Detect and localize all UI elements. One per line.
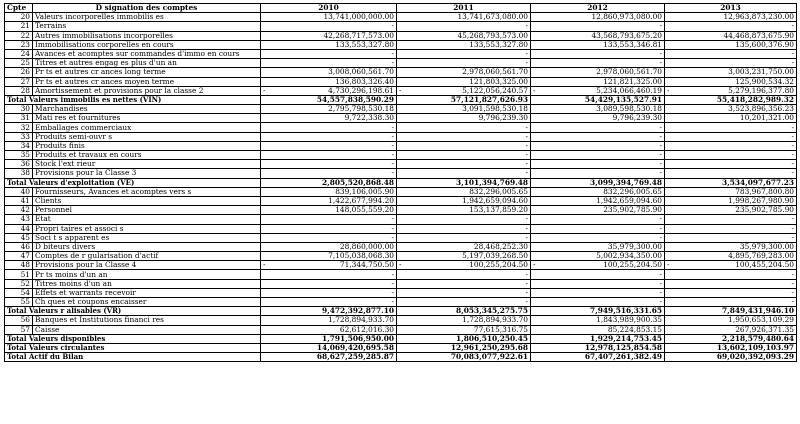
total-label: Total Valeurs r alisables (VR) (5, 307, 261, 316)
table-row (5, 123, 797, 132)
account-label: Etat (33, 215, 261, 224)
total-row (5, 334, 797, 343)
account-label: Terrains (33, 22, 261, 31)
account-label: Provisions pour la Classe 4 (33, 261, 261, 270)
amount-cell: 13,741,673,080.00 (397, 13, 531, 22)
amount-cell: - (261, 215, 397, 224)
amount-cell: - (531, 279, 665, 288)
amount-cell: 135,600,376.90 (665, 40, 797, 49)
total-label: Total Actif du Bilan (5, 353, 261, 362)
amount-cell: 133,553,327.80 (397, 40, 531, 49)
account-label: Pr ts moins d'un an (33, 270, 261, 279)
amount-value: 5,234,066,460.19 (596, 86, 662, 95)
header-code: Cpte (5, 4, 33, 13)
account-label: Pr ts et autres cr ances long terme (33, 68, 261, 77)
table-row (5, 22, 797, 31)
amount-cell: - (261, 160, 397, 169)
header-year-2012: 2012 (531, 4, 665, 13)
negative-amount-cell (665, 261, 797, 270)
account-code: 42 (5, 206, 33, 215)
table-row (5, 187, 797, 196)
amount-cell: 69,020,392,093.29 (665, 353, 797, 362)
account-code: 22 (5, 31, 33, 40)
table-row (5, 325, 797, 334)
account-code: 52 (5, 279, 33, 288)
table-row (5, 31, 797, 40)
amount-cell: - (261, 132, 397, 141)
amount-cell: 54,557,838,590.29 (261, 95, 397, 104)
total-row (5, 343, 797, 352)
account-label: Soci t s apparent es (33, 233, 261, 242)
account-label: Emballages commerciaux (33, 123, 261, 132)
amount-cell: - (531, 298, 665, 307)
account-label: Pr ts et autres cr ances moyen terme (33, 77, 261, 86)
total-row (5, 95, 797, 104)
amount-cell: - (397, 59, 531, 68)
amount-cell: 3,101,394,769.48 (397, 178, 531, 187)
amount-cell: - (397, 49, 531, 58)
account-label: Clients (33, 196, 261, 205)
account-label: Ch ques et coupons encaisser (33, 298, 261, 307)
amount-value: 5,279,196,377.80 (728, 86, 794, 95)
account-label: Stock l'ext rieur (33, 160, 261, 169)
balance-sheet-table (4, 3, 797, 362)
amount-cell: - (261, 270, 397, 279)
table-row (5, 261, 797, 270)
table-row (5, 270, 797, 279)
amount-cell: 8,053,345,275.75 (397, 307, 531, 316)
amount-cell: - (397, 160, 531, 169)
amount-cell: 3,008,060,561.70 (261, 68, 397, 77)
account-code: 55 (5, 298, 33, 307)
amount-cell: 832,296,005.65 (531, 187, 665, 196)
amount-cell: 2,805,520,868.48 (261, 178, 397, 187)
amount-cell: 57,121,827,626.93 (397, 95, 531, 104)
amount-cell: 3,091,598,530.18 (397, 105, 531, 114)
account-code: 33 (5, 132, 33, 141)
account-label: Valeurs incorporelles immobilis es (33, 13, 261, 22)
amount-cell: - (531, 215, 665, 224)
amount-cell: - (665, 132, 797, 141)
amount-value: 4,730,296,198.61 (328, 86, 394, 95)
table-row (5, 160, 797, 169)
account-label: Comptes de r gularisation d'actif (33, 252, 261, 261)
amount-value: 71,344,750.50 (339, 260, 394, 270)
header-designation: D signation des comptes (33, 4, 261, 13)
amount-cell: 9,722,338.30 (261, 114, 397, 123)
account-code: 47 (5, 252, 33, 261)
amount-value: 100,255,204.50 (603, 260, 662, 270)
minus-sign: - (263, 86, 266, 95)
account-label: Amortissement et provisions pour la classe 2 (33, 86, 261, 95)
account-code: 23 (5, 40, 33, 49)
amount-cell: - (261, 151, 397, 160)
amount-cell: 133,553,346.81 (531, 40, 665, 49)
amount-cell: 12,963,873,230.00 (665, 13, 797, 22)
amount-cell: - (665, 49, 797, 58)
account-code: 51 (5, 270, 33, 279)
account-label: Produits et travaux en cours (33, 151, 261, 160)
minus-sign: - (533, 260, 536, 270)
amount-cell: 2,218,579,480.64 (665, 334, 797, 343)
amount-cell: 133,553,327.80 (261, 40, 397, 49)
amount-cell: 839,106,005.90 (261, 187, 397, 196)
table-row (5, 49, 797, 58)
account-code: 32 (5, 123, 33, 132)
negative-amount-cell (531, 86, 665, 95)
account-code: 45 (5, 233, 33, 242)
amount-cell: - (665, 298, 797, 307)
amount-cell: 35,979,300.00 (665, 242, 797, 251)
amount-cell: 5,197,039,268.50 (397, 252, 531, 261)
amount-cell: - (397, 270, 531, 279)
account-code: 43 (5, 215, 33, 224)
account-code: 38 (5, 169, 33, 178)
amount-cell: 14,069,420,695.58 (261, 343, 397, 352)
amount-cell: 783,967,800.80 (665, 187, 797, 196)
amount-cell: - (397, 279, 531, 288)
header-row (5, 4, 797, 13)
amount-cell: 85,224,853.15 (531, 325, 665, 334)
amount-cell: 267,926,371.35 (665, 325, 797, 334)
amount-cell: - (261, 59, 397, 68)
account-code: 31 (5, 114, 33, 123)
negative-amount-cell (665, 86, 797, 95)
amount-cell: 28,860,000.00 (261, 242, 397, 251)
table-row (5, 242, 797, 251)
amount-cell: 1,806,510,250.45 (397, 334, 531, 343)
amount-cell: - (397, 224, 531, 233)
amount-cell: - (531, 123, 665, 132)
account-label: Avances et acomptes sur commandes d'immo en cours (33, 49, 261, 58)
amount-cell: 9,472,392,877.10 (261, 307, 397, 316)
account-label: Autres immobilisations incorporelles (33, 31, 261, 40)
amount-cell: - (261, 22, 397, 31)
account-code: 46 (5, 242, 33, 251)
amount-cell: 28,468,252.30 (397, 242, 531, 251)
header-year-2011: 2011 (397, 4, 531, 13)
amount-cell: - (397, 132, 531, 141)
table-row (5, 316, 797, 325)
account-code: 34 (5, 141, 33, 150)
account-label: Marchandises (33, 105, 261, 114)
table-row (5, 215, 797, 224)
amount-cell: - (531, 49, 665, 58)
header-year-2010: 2010 (261, 4, 397, 13)
account-label: Immobilisations corporelles en cours (33, 40, 261, 49)
amount-cell: - (397, 151, 531, 160)
amount-cell: 9,796,239.30 (397, 114, 531, 123)
amount-cell: 43,568,793,675.20 (531, 31, 665, 40)
amount-cell: 235,902,785.90 (531, 206, 665, 215)
amount-value: 5,122,056,240.57 (462, 86, 528, 95)
amount-cell: 3,099,394,769.48 (531, 178, 665, 187)
total-row (5, 178, 797, 187)
amount-cell: 121,821,325.00 (531, 77, 665, 86)
minus-sign: - (399, 86, 402, 95)
minus-sign: - (399, 260, 402, 270)
amount-cell: - (665, 169, 797, 178)
amount-cell: - (665, 123, 797, 132)
amount-cell: 153,137,859.20 (397, 206, 531, 215)
amount-cell: 77,615,316.75 (397, 325, 531, 334)
header-year-2013: 2013 (665, 4, 797, 13)
amount-cell: - (397, 22, 531, 31)
amount-cell: - (397, 169, 531, 178)
amount-cell: 7,949,516,331.65 (531, 307, 665, 316)
account-code: 20 (5, 13, 33, 22)
amount-cell: 136,803,326.40 (261, 77, 397, 86)
account-code: 56 (5, 316, 33, 325)
amount-cell: 68,627,259,285.87 (261, 353, 397, 362)
amount-cell: 3,003,231,750.00 (665, 68, 797, 77)
amount-cell: 54,429,135,527.91 (531, 95, 665, 104)
table-row (5, 68, 797, 77)
amount-cell: 45,268,793,573.00 (397, 31, 531, 40)
amount-cell: - (665, 59, 797, 68)
amount-cell: 1,422,677,994.20 (261, 196, 397, 205)
amount-cell: - (531, 22, 665, 31)
table-row (5, 40, 797, 49)
amount-cell: - (531, 59, 665, 68)
table-row (5, 233, 797, 242)
amount-cell: 1,843,989,900.35 (531, 316, 665, 325)
account-code: 24 (5, 49, 33, 58)
amount-cell: 55,418,282,989.32 (665, 95, 797, 104)
account-label: Titres et autres engag es plus d'un an (33, 59, 261, 68)
account-label: Banques et Institutions financi res (33, 316, 261, 325)
negative-amount-cell (261, 86, 397, 95)
amount-cell: - (665, 160, 797, 169)
account-label: Caisse (33, 325, 261, 334)
table-row (5, 298, 797, 307)
amount-cell: 44,468,873,675.90 (665, 31, 797, 40)
amount-cell: 12,860,973,080.00 (531, 13, 665, 22)
amount-cell: 70,083,077,922.61 (397, 353, 531, 362)
amount-cell: 1,942,659,094.60 (397, 196, 531, 205)
table-row (5, 279, 797, 288)
amount-cell: 9,796,239.30 (531, 114, 665, 123)
account-code: 21 (5, 22, 33, 31)
amount-cell: - (261, 298, 397, 307)
amount-cell: 1,728,894,933.70 (261, 316, 397, 325)
amount-cell: - (397, 298, 531, 307)
amount-cell: 2,978,060,561.70 (397, 68, 531, 77)
account-code: 35 (5, 151, 33, 160)
total-row (5, 307, 797, 316)
amount-cell: - (665, 151, 797, 160)
amount-cell: 42,268,717,573.00 (261, 31, 397, 40)
amount-cell: 3,534,097,677.23 (665, 178, 797, 187)
amount-cell: - (397, 123, 531, 132)
account-label: Provisions pour la Classe 3 (33, 169, 261, 178)
amount-cell: - (665, 270, 797, 279)
amount-cell: - (665, 288, 797, 297)
table-row (5, 206, 797, 215)
amount-cell: - (665, 224, 797, 233)
amount-cell: 235,902,785.90 (665, 206, 797, 215)
amount-cell: 3,089,598,530.18 (531, 105, 665, 114)
amount-cell: - (665, 141, 797, 150)
amount-cell: - (531, 141, 665, 150)
account-label: Produits finis (33, 141, 261, 150)
minus-sign: - (667, 260, 670, 270)
amount-cell: 1,929,214,753.45 (531, 334, 665, 343)
total-label: Total Valeurs circulantes (5, 343, 261, 352)
amount-cell: 12,961,250,295.68 (397, 343, 531, 352)
table-row (5, 13, 797, 22)
account-code: 27 (5, 77, 33, 86)
amount-cell: 10,201,321.00 (665, 114, 797, 123)
amount-cell: - (397, 233, 531, 242)
minus-sign: - (533, 86, 536, 95)
amount-value: 100,455,204.50 (735, 260, 794, 270)
amount-cell: 7,849,431,946.10 (665, 307, 797, 316)
account-label: Produits semi-ouvr s (33, 132, 261, 141)
amount-cell: 3,523,896,356.23 (665, 105, 797, 114)
amount-cell: 62,612,016.30 (261, 325, 397, 334)
amount-cell: - (531, 151, 665, 160)
amount-cell: 125,900,534.32 (665, 77, 797, 86)
negative-amount-cell (397, 86, 531, 95)
amount-cell: - (261, 233, 397, 242)
amount-cell: 13,602,109,103.97 (665, 343, 797, 352)
amount-cell: - (665, 215, 797, 224)
account-code: 41 (5, 196, 33, 205)
table-row (5, 252, 797, 261)
negative-amount-cell (261, 261, 397, 270)
negative-amount-cell (397, 261, 531, 270)
table-row (5, 114, 797, 123)
account-label: Personnel (33, 206, 261, 215)
account-code: 57 (5, 325, 33, 334)
account-label: D biteurs divers (33, 242, 261, 251)
account-code: 44 (5, 224, 33, 233)
total-label: Total Valeurs d'exploitation (VE) (5, 178, 261, 187)
table-row (5, 151, 797, 160)
amount-cell: - (397, 215, 531, 224)
table-row (5, 169, 797, 178)
account-code: 28 (5, 86, 33, 95)
amount-cell: - (531, 288, 665, 297)
amount-cell: 13,741,000,000.00 (261, 13, 397, 22)
amount-cell: - (397, 141, 531, 150)
minus-sign: - (263, 260, 266, 270)
amount-cell: 832,296,005.65 (397, 187, 531, 196)
account-label: Titres moins d'un an (33, 279, 261, 288)
amount-cell: 35,979,300.00 (531, 242, 665, 251)
table-row (5, 77, 797, 86)
account-label: Fournisseurs, Avances et acomptes vers s (33, 187, 261, 196)
minus-sign: - (667, 86, 670, 95)
total-row (5, 353, 797, 362)
amount-cell: 1,942,659,094.60 (531, 196, 665, 205)
amount-cell: - (261, 141, 397, 150)
amount-cell: - (665, 279, 797, 288)
amount-cell: - (261, 224, 397, 233)
table-row (5, 105, 797, 114)
table-row (5, 196, 797, 205)
amount-cell: - (665, 233, 797, 242)
amount-cell: 5,002,934,350.00 (531, 252, 665, 261)
table-row (5, 59, 797, 68)
amount-cell: 12,978,125,854.58 (531, 343, 665, 352)
account-label: Mati res et fournitures (33, 114, 261, 123)
amount-cell: - (261, 288, 397, 297)
account-code: 36 (5, 160, 33, 169)
negative-amount-cell (531, 261, 665, 270)
amount-cell: 2,795,798,530.18 (261, 105, 397, 114)
amount-cell: 7,105,038,068.30 (261, 252, 397, 261)
table-row (5, 141, 797, 150)
table-row (5, 132, 797, 141)
amount-cell: - (261, 123, 397, 132)
table-row (5, 86, 797, 95)
amount-cell: 1,998,267,980.90 (665, 196, 797, 205)
amount-cell: 1,728,894,933.70 (397, 316, 531, 325)
amount-cell: - (665, 22, 797, 31)
table-row (5, 288, 797, 297)
amount-cell: - (397, 288, 531, 297)
account-code: 54 (5, 288, 33, 297)
amount-cell: - (531, 233, 665, 242)
amount-cell: - (531, 169, 665, 178)
amount-cell: 2,978,060,561.70 (531, 68, 665, 77)
amount-cell: 4,895,769,283.00 (665, 252, 797, 261)
amount-cell: - (261, 169, 397, 178)
amount-cell: - (531, 270, 665, 279)
account-code: 26 (5, 68, 33, 77)
amount-cell: 67,407,261,382.49 (531, 353, 665, 362)
amount-cell: - (531, 160, 665, 169)
total-label: Total Valeurs disponibles (5, 334, 261, 343)
account-code: 48 (5, 261, 33, 270)
amount-cell: 121,803,325.00 (397, 77, 531, 86)
account-code: 40 (5, 187, 33, 196)
table-row (5, 224, 797, 233)
account-label: Effets et warrants recevoir (33, 288, 261, 297)
amount-cell: - (531, 224, 665, 233)
account-label: Propri taires et associ s (33, 224, 261, 233)
amount-cell: 148,055,559.20 (261, 206, 397, 215)
account-code: 25 (5, 59, 33, 68)
amount-cell: - (531, 132, 665, 141)
table-body (5, 13, 797, 362)
amount-cell: 1,791,506,950.00 (261, 334, 397, 343)
amount-cell: - (261, 49, 397, 58)
amount-value: 100,255,204.50 (469, 260, 528, 270)
account-code: 30 (5, 105, 33, 114)
total-label: Total Valeurs immobilis es nettes (VIN) (5, 95, 261, 104)
amount-cell: 1,950,653,109.29 (665, 316, 797, 325)
amount-cell: - (261, 279, 397, 288)
